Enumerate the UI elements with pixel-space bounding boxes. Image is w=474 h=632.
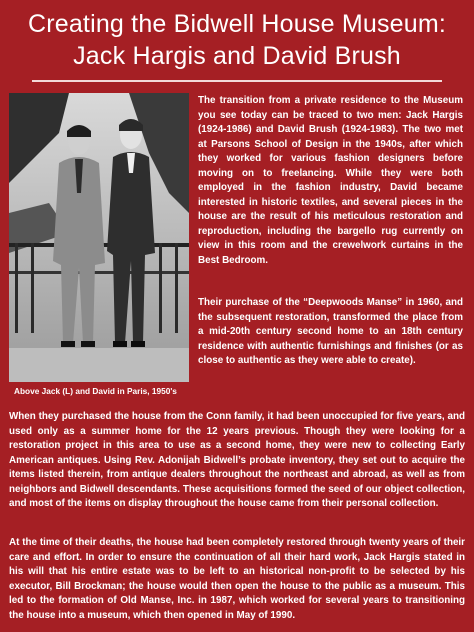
paragraph-collection: When they purchased the house from the Conn family, it had been unoccupied for five years, and used only as a summer home for the 12 years previous. Though they were looking for a restoration project in this area to use as a second home, they were new to collecting Early American antiques. Using Rev. Adonijah Bidwell’s probate inventory, they set out to acquire the items listed therein, from antique dealers throughout the northeast and abroad, as well as from neighbors and Bidwell descendants. These acquisitions formed the seed of our object collection, and most of the items on display throughout the house came from their personal collection. xyxy=(9,411,465,509)
title-line-1: Creating the Bidwell House Museum: xyxy=(27,10,447,38)
paragraph-intro: The transition from a private residence to the Museum you see today can be traced to two men: Jack Hargis (1924-1986) and David Brush (1924-1983). The two met at Parsons School of Design in the 1940s, after which they worked for various fashion designers before moving on to freelancing. While they were both employed in the fashion industry, David became interested in historic textiles, and several pieces in the house are the result of his meticulous restoration and reproduction, including the bargello rug currently on view in this room and the crewelwork curtains in the Best Bedroom. xyxy=(198,95,463,266)
page-title xyxy=(0,8,474,72)
photo-illustration xyxy=(9,93,189,382)
title-divider xyxy=(32,80,442,82)
title-line-2: Jack Hargis and David Brush xyxy=(73,42,401,70)
paragraph-museum: At the time of their deaths, the house had been completely restored through twenty years of their care and effort. In order to ensure the continuation of all their hard work, Jack Hargis stated in his will that his entire estate was to be left to an historical non-profit to be selected by his executor, Bill Brockman; the house would then open the house to the public as a museum. This led to the formation of Old Manse, Inc. in 1987, which worked for several years to transitioning the house into a museum, which then opened in May of 1990. xyxy=(9,537,465,621)
photo-caption: Above Jack (L) and David in Paris, 1950's xyxy=(14,386,177,396)
photo-jack-and-david xyxy=(9,93,189,382)
paragraph-purchase: Their purchase of the “Deepwoods Manse” in 1960, and the subsequent restoration, transformed the place from a mid-20th century second home to an 18th century residence with authentic furnishings and finishes (or as close to authentic as they were able to create). xyxy=(198,297,463,366)
